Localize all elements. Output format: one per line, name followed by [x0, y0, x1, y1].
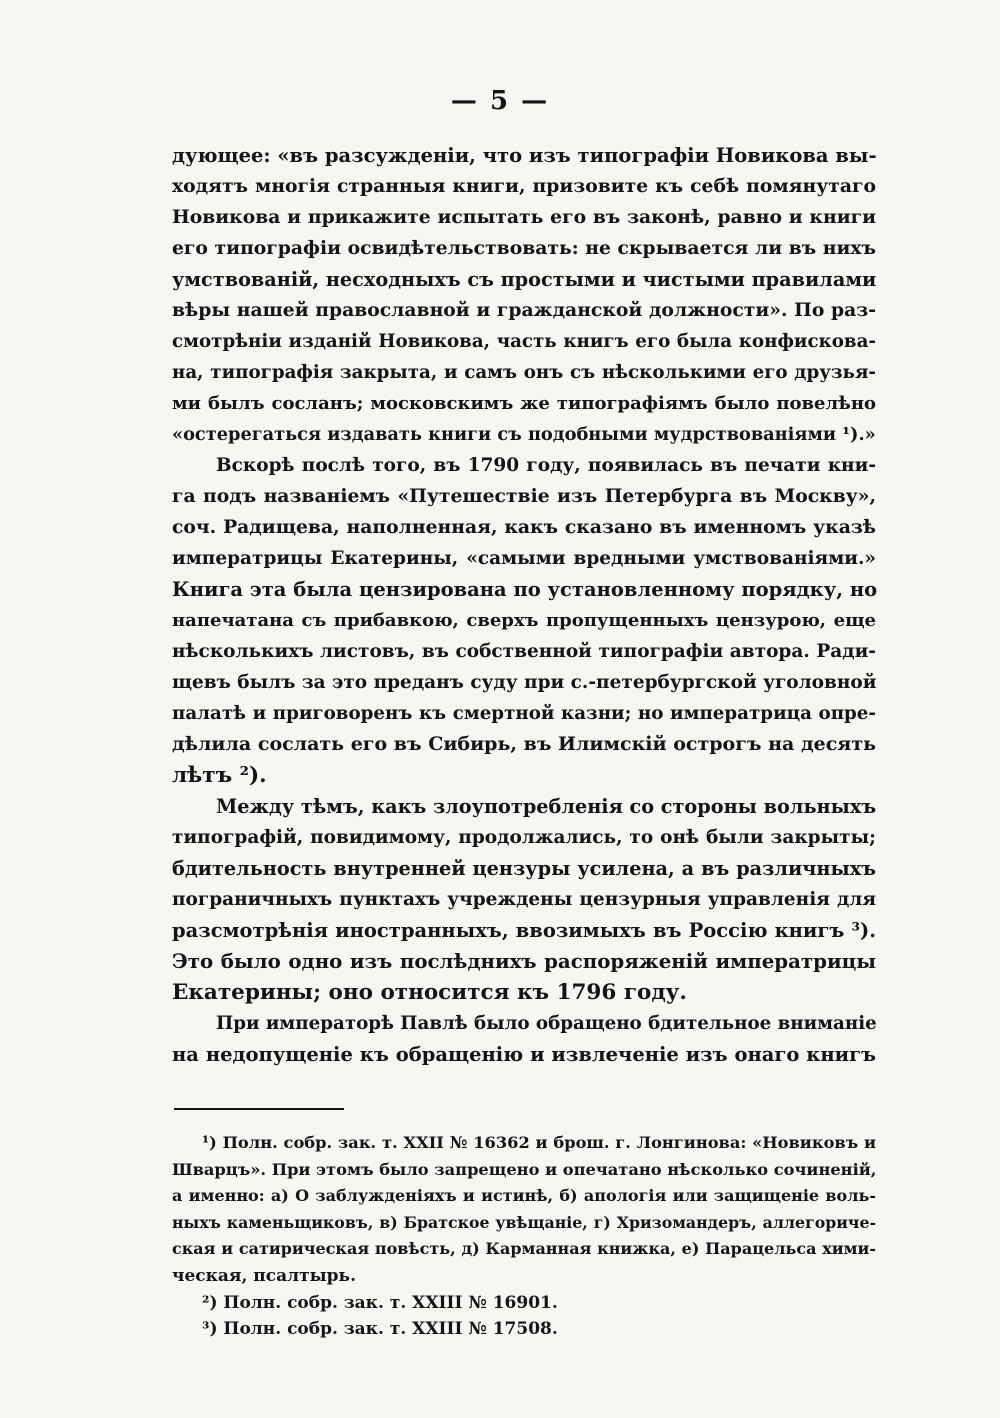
text-line: соч. Радищева, наполненная, какъ сказано въ именномъ указѣ [172, 516, 876, 538]
text-line: Вскорѣ послѣ того, въ 1790 году, появилась въ печати кни- [216, 455, 876, 476]
text-line: щевъ былъ за это преданъ суду при с.-петербургской уголовной [172, 672, 877, 693]
paragraph-4 [172, 1008, 876, 1070]
footnote-line: ³) Полн. собр. зак. т. XXIII № 17508. [202, 1319, 558, 1340]
footnote-line: ¹) Полн. собр. зак. т. XXII № 16362 и брош. г. Лонгинова: «Новиковъ и [202, 1133, 876, 1152]
footnotes [172, 1130, 876, 1343]
text-line: га подъ названіемъ «Путешествіе изъ Петербурга въ Москву», [172, 485, 876, 507]
footnote-3 [172, 1316, 876, 1343]
footnote-line: ныхъ каменьщиковъ, в) Братское увѣщаніе, г) Хризомандеръ, аллегориче- [172, 1212, 876, 1232]
text-line: ходятъ многія странныя книги, призовите къ себѣ помянутаго [172, 175, 876, 197]
text-line: Екатерины; оно относится къ 1796 году. [172, 980, 687, 1005]
text-line: вѣры нашей православной и гражданской должности». По раз- [172, 299, 876, 321]
page-number-header: — 5 — [450, 86, 550, 116]
text-line: ми былъ сосланъ; московскимъ же типографіямъ было повелѣно [172, 393, 876, 414]
footnote-line: а именно: а) О заблужденіяхъ и истинѣ, б) апологія или защищеніе воль- [172, 1186, 876, 1206]
text-line: напечатана съ прибавкою, сверхъ пропущенныхъ цензурою, еще [172, 610, 876, 631]
text-line: разсмотрѣнія иностранныхъ, ввозимыхъ въ Россію книгъ ³). [172, 919, 876, 942]
text-line: бдительность внутренней цензуры усилена, а въ различныхъ [172, 857, 876, 880]
main-text [172, 140, 876, 1070]
text-line: Это было одно изъ послѣднихъ распоряженій императрицы [172, 949, 876, 973]
text-line: на недопущеніе къ обращенію и извлеченіе изъ онаго книгъ [172, 1043, 876, 1066]
text-line: пограничныхъ пунктахъ учреждены цензурныя управленія для [172, 889, 876, 910]
text-line: нѣсколькихъ листовъ, въ собственной типографіи автора. Ради- [172, 641, 876, 662]
text-line: лѣтъ ²). [172, 763, 267, 788]
footnote-line: Шварцъ». При этомъ было запрещено и опечатано нѣсколько сочиненій, [172, 1159, 877, 1179]
text-line: смотрѣніи изданій Новикова, часть книгъ его была конфискова- [172, 331, 876, 352]
paragraph-1 [172, 140, 876, 450]
text-line: «остерегаться издавать книги съ подобными мудрствованіями ¹).» [172, 424, 876, 445]
text-line: его типографіи освидѣтельствовать: не скрывается ли въ нихъ [172, 237, 876, 259]
text-line: палатѣ и приговоренъ къ смертной казни; но императрица опре- [172, 703, 876, 724]
footnote-divider [174, 1108, 344, 1110]
footnote-line: ²) Полн. собр. зак. т. XXIII № 16901. [202, 1292, 558, 1313]
footnote-1 [172, 1130, 876, 1290]
text-line: типографій, повидимому, продолжались, то онѣ были закрыты; [172, 827, 876, 848]
text-line: на, типографія закрыта, и самъ онъ съ нѣсколькими его друзья- [172, 362, 876, 383]
footnote-2 [172, 1290, 876, 1317]
text-line: При императорѣ Павлѣ было обращено бдительное вниманіе [216, 1013, 877, 1034]
footnote-line: ческая, псалтырь. [172, 1265, 357, 1286]
text-line: дующее: «въ разсужденіи, что изъ типографіи Новикова вы- [172, 144, 877, 167]
text-line: дѣлила сослать его въ Сибирь, въ Илимскій острогъ на десять [172, 733, 876, 755]
text-line: Между тѣмъ, какъ злоупотребленія со стороны вольныхъ [216, 795, 877, 818]
text-line: Книга эта была цензирована по установленному порядку, но [172, 578, 878, 601]
footnote-line: ская и сатирическая повѣсть, д) Карманная книжка, е) Парацельса хими- [172, 1239, 876, 1259]
paragraph-3 [172, 791, 876, 1008]
text-line: Новикова и прикажите испытать его въ законѣ, равно и книги [172, 206, 876, 228]
text-line: умствованій, несходныхъ съ простыми и чистыми правилами [172, 268, 877, 291]
paragraph-2 [172, 450, 876, 791]
text-line: императрицы Екатерины, «самыми вредными умствованіями.» [172, 548, 876, 569]
